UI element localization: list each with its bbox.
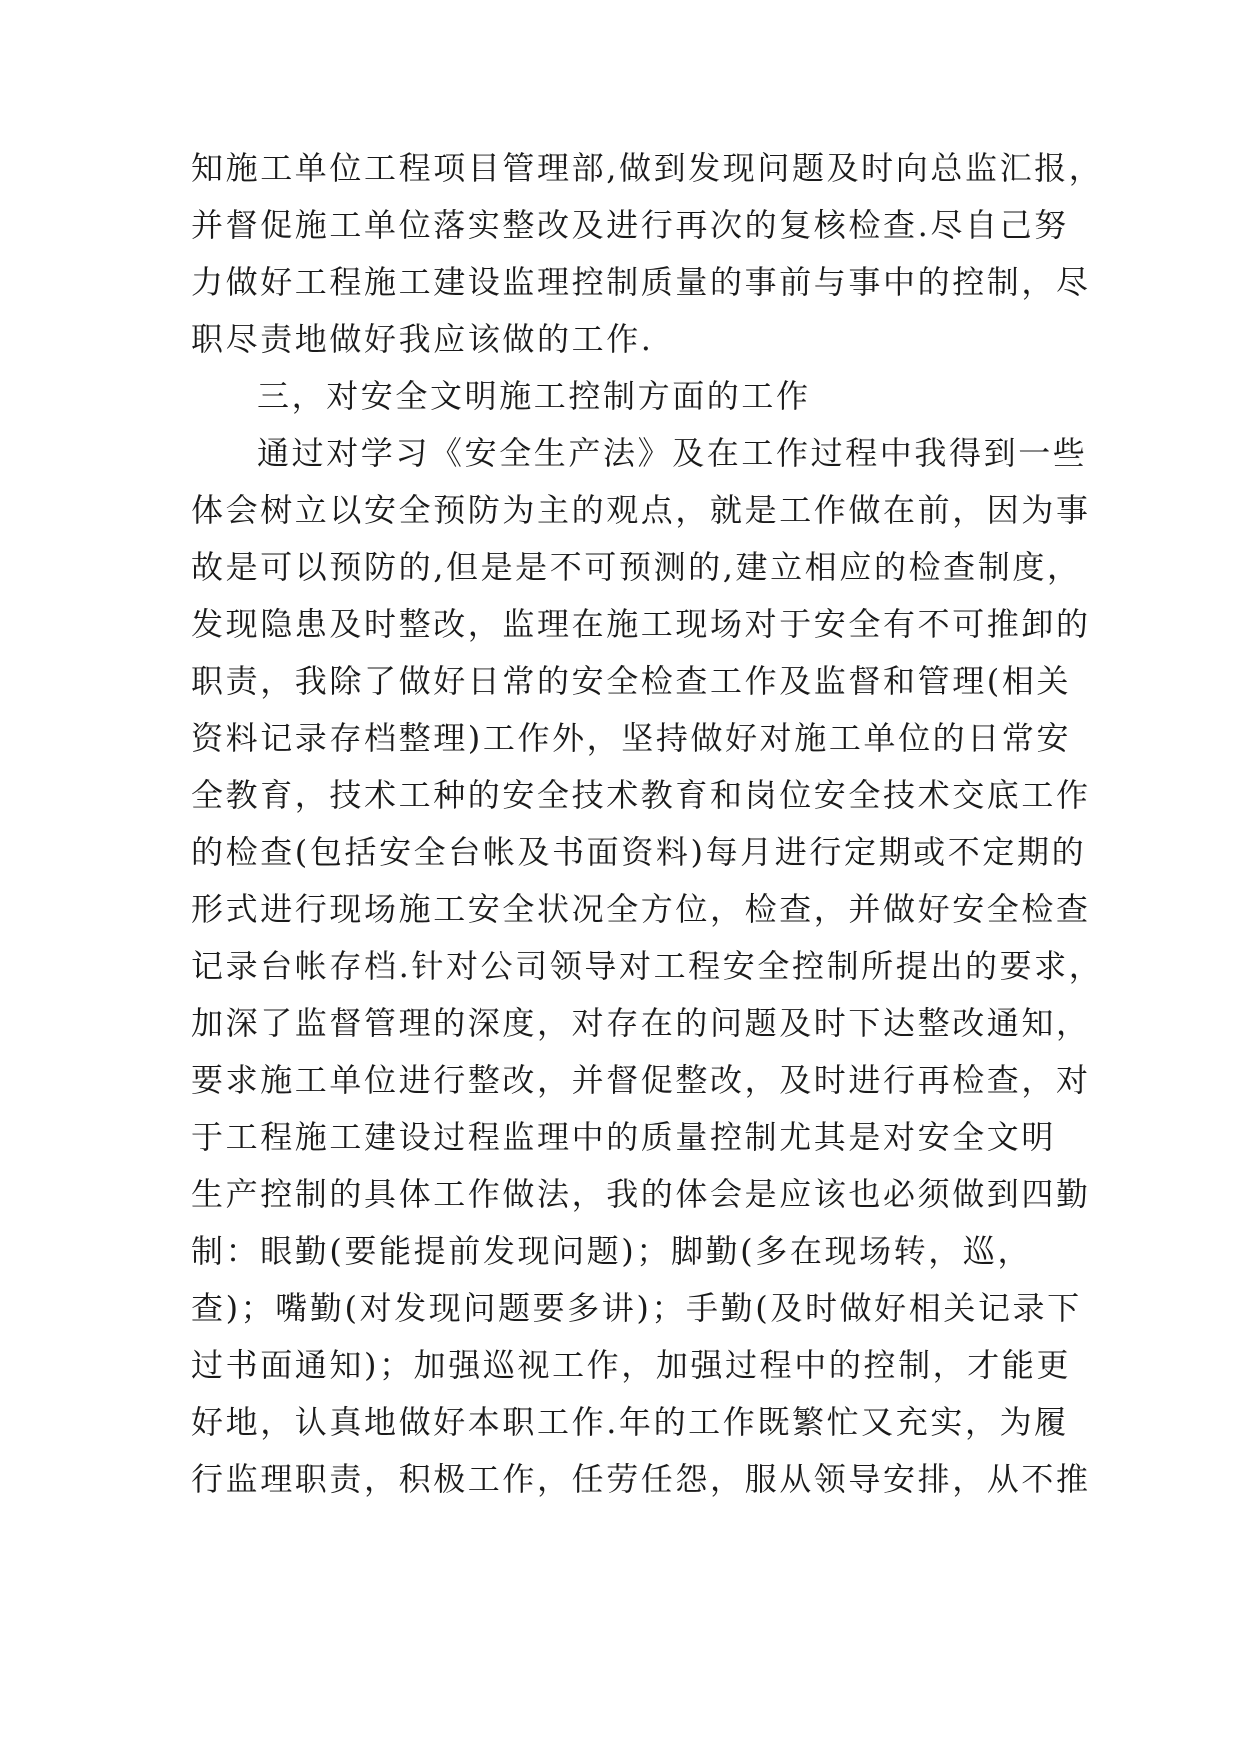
text-line: 生产控制的具体工作做法，我的体会是应该也必须做到四勤: [191, 1175, 1091, 1213]
text-line: 形式进行现场施工安全状况全方位，检查，并做好安全检查: [191, 890, 1091, 928]
text-line: 故是可以预防的,但是是不可预测的,建立相应的检查制度，: [191, 548, 1082, 586]
text-line: 知施工单位工程项目管理部,做到发现问题及时向总监汇报，: [191, 149, 1104, 187]
text-line: 要求施工单位进行整改，并督促整改，及时进行再检查，对: [191, 1061, 1091, 1099]
text-line: 发现隐患及时整改，监理在施工现场对于安全有不可推卸的: [191, 605, 1091, 643]
text-line: 全教育，技术工种的安全技术教育和岗位安全技术交底工作: [191, 776, 1091, 814]
paragraph-start-line: 通过对学习《安全生产法》及在工作过程中我得到一些: [257, 434, 1088, 472]
text-line: 加深了监督管理的深度，对存在的问题及时下达整改通知，: [191, 1004, 1091, 1042]
text-line: 过书面通知)；加强巡视工作，加强过程中的控制，才能更: [191, 1346, 1072, 1384]
text-line: 职责，我除了做好日常的安全检查工作及监督和管理(相关: [191, 662, 1072, 700]
section-heading: 三，对安全文明施工控制方面的工作: [257, 377, 811, 415]
text-line: 好地，认真地做好本职工作.年的工作既繁忙又充实，为履: [191, 1403, 1069, 1441]
text-line: 记录台帐存档.针对公司领导对工程安全控制所提出的要求，: [191, 947, 1104, 985]
text-line: 查)；嘴勤(对发现问题要多讲)；手勤(及时做好相关记录下: [191, 1289, 1082, 1327]
text-line: 资料记录存档整理)工作外，坚持做好对施工单位的日常安: [191, 719, 1072, 757]
text-line: 的检查(包括安全台帐及书面资料)每月进行定期或不定期的: [191, 833, 1087, 871]
text-line: 力做好工程施工建设监理控制质量的事前与事中的控制，尽: [191, 263, 1091, 301]
text-line: 行监理职责，积极工作，任劳任怨，服从领导安排，从不推: [191, 1460, 1091, 1498]
text-line: 体会树立以安全预防为主的观点，就是工作做在前，因为事: [191, 491, 1091, 529]
text-line: 制：眼勤(要能提前发现问题)；脚勤(多在现场转，巡，: [191, 1232, 1033, 1270]
text-line: 职尽责地做好我应该做的工作.: [191, 320, 654, 358]
text-line: 并督促施工单位落实整改及进行再次的复核检查.尽自己努: [191, 206, 1069, 244]
text-line: 于工程施工建设过程监理中的质量控制尤其是对安全文明: [191, 1118, 1057, 1156]
